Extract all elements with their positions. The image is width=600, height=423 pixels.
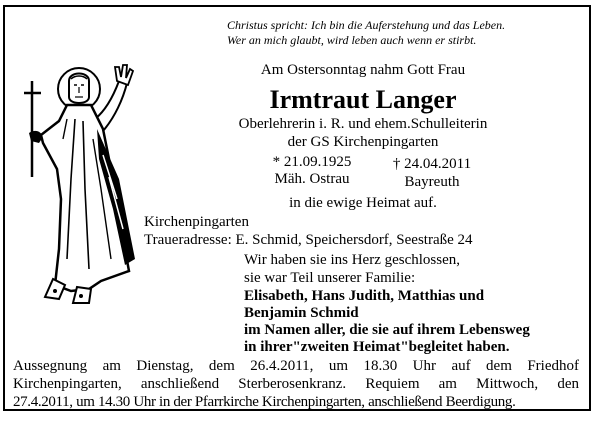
- risen-christ-illustration: [19, 59, 147, 307]
- birth-date: * 21.09.1925: [272, 154, 352, 170]
- quote-line-1: Christus spricht: Ich bin die Auferstehung und das Leben.: [227, 18, 506, 32]
- service-line-3: 27.4.2011, um 14.30 Uhr in der Pfarrkirche Kirchenpingarten, anschließend Beerdigung.: [13, 394, 516, 410]
- family-intro-line-2: sie war Teil unserer Familie:: [244, 270, 416, 286]
- obituary-frame: [3, 5, 591, 411]
- family-names-line-1: Elisabeth, Hans Judith, Matthias und: [244, 288, 485, 304]
- birth-place: Mäh. Ostrau: [274, 171, 350, 187]
- place: Kirchenpingarten: [144, 214, 249, 230]
- announcement: Am Ostersonntag nahm Gott Frau: [260, 62, 466, 78]
- deceased-title-line-1: Oberlehrerin i. R. und ehem.Schulleiterin: [238, 116, 488, 132]
- service-details: [13, 357, 579, 411]
- family-closing-line-2: in ihrer"zweiten Heimat"begleitet haben.: [244, 339, 510, 355]
- announcement-closing: in die ewige Heimat auf.: [289, 195, 437, 211]
- family-closing-line-1: im Namen aller, die sie auf ihrem Lebensweg: [244, 322, 530, 338]
- service-line-1: Aussegnung am Dienstag, dem 26.4.2011, um 18.30 Uhr auf dem Friedhof: [13, 358, 579, 374]
- mourning-address: Traueradresse: E. Schmid, Speichersdorf, Seestraße 24: [144, 232, 473, 248]
- death-place: Bayreuth: [404, 174, 460, 190]
- family-intro-line-1: Wir haben sie ins Herz geschlossen,: [244, 252, 460, 268]
- deceased-title-line-2: der GS Kirchenpingarten: [287, 134, 439, 150]
- deceased-name: Irmtraut Langer: [269, 85, 457, 114]
- quote-line-2: Wer an mich glaubt, wird leben auch wenn er stirbt.: [227, 33, 477, 47]
- service-line-2: Kirchenpingarten, anschließend Sterberosenkranz. Requiem am Mittwoch, den: [13, 376, 579, 392]
- family-names-line-2: Benjamin Schmid: [244, 305, 359, 321]
- death-date: † 24.04.2011: [392, 156, 472, 172]
